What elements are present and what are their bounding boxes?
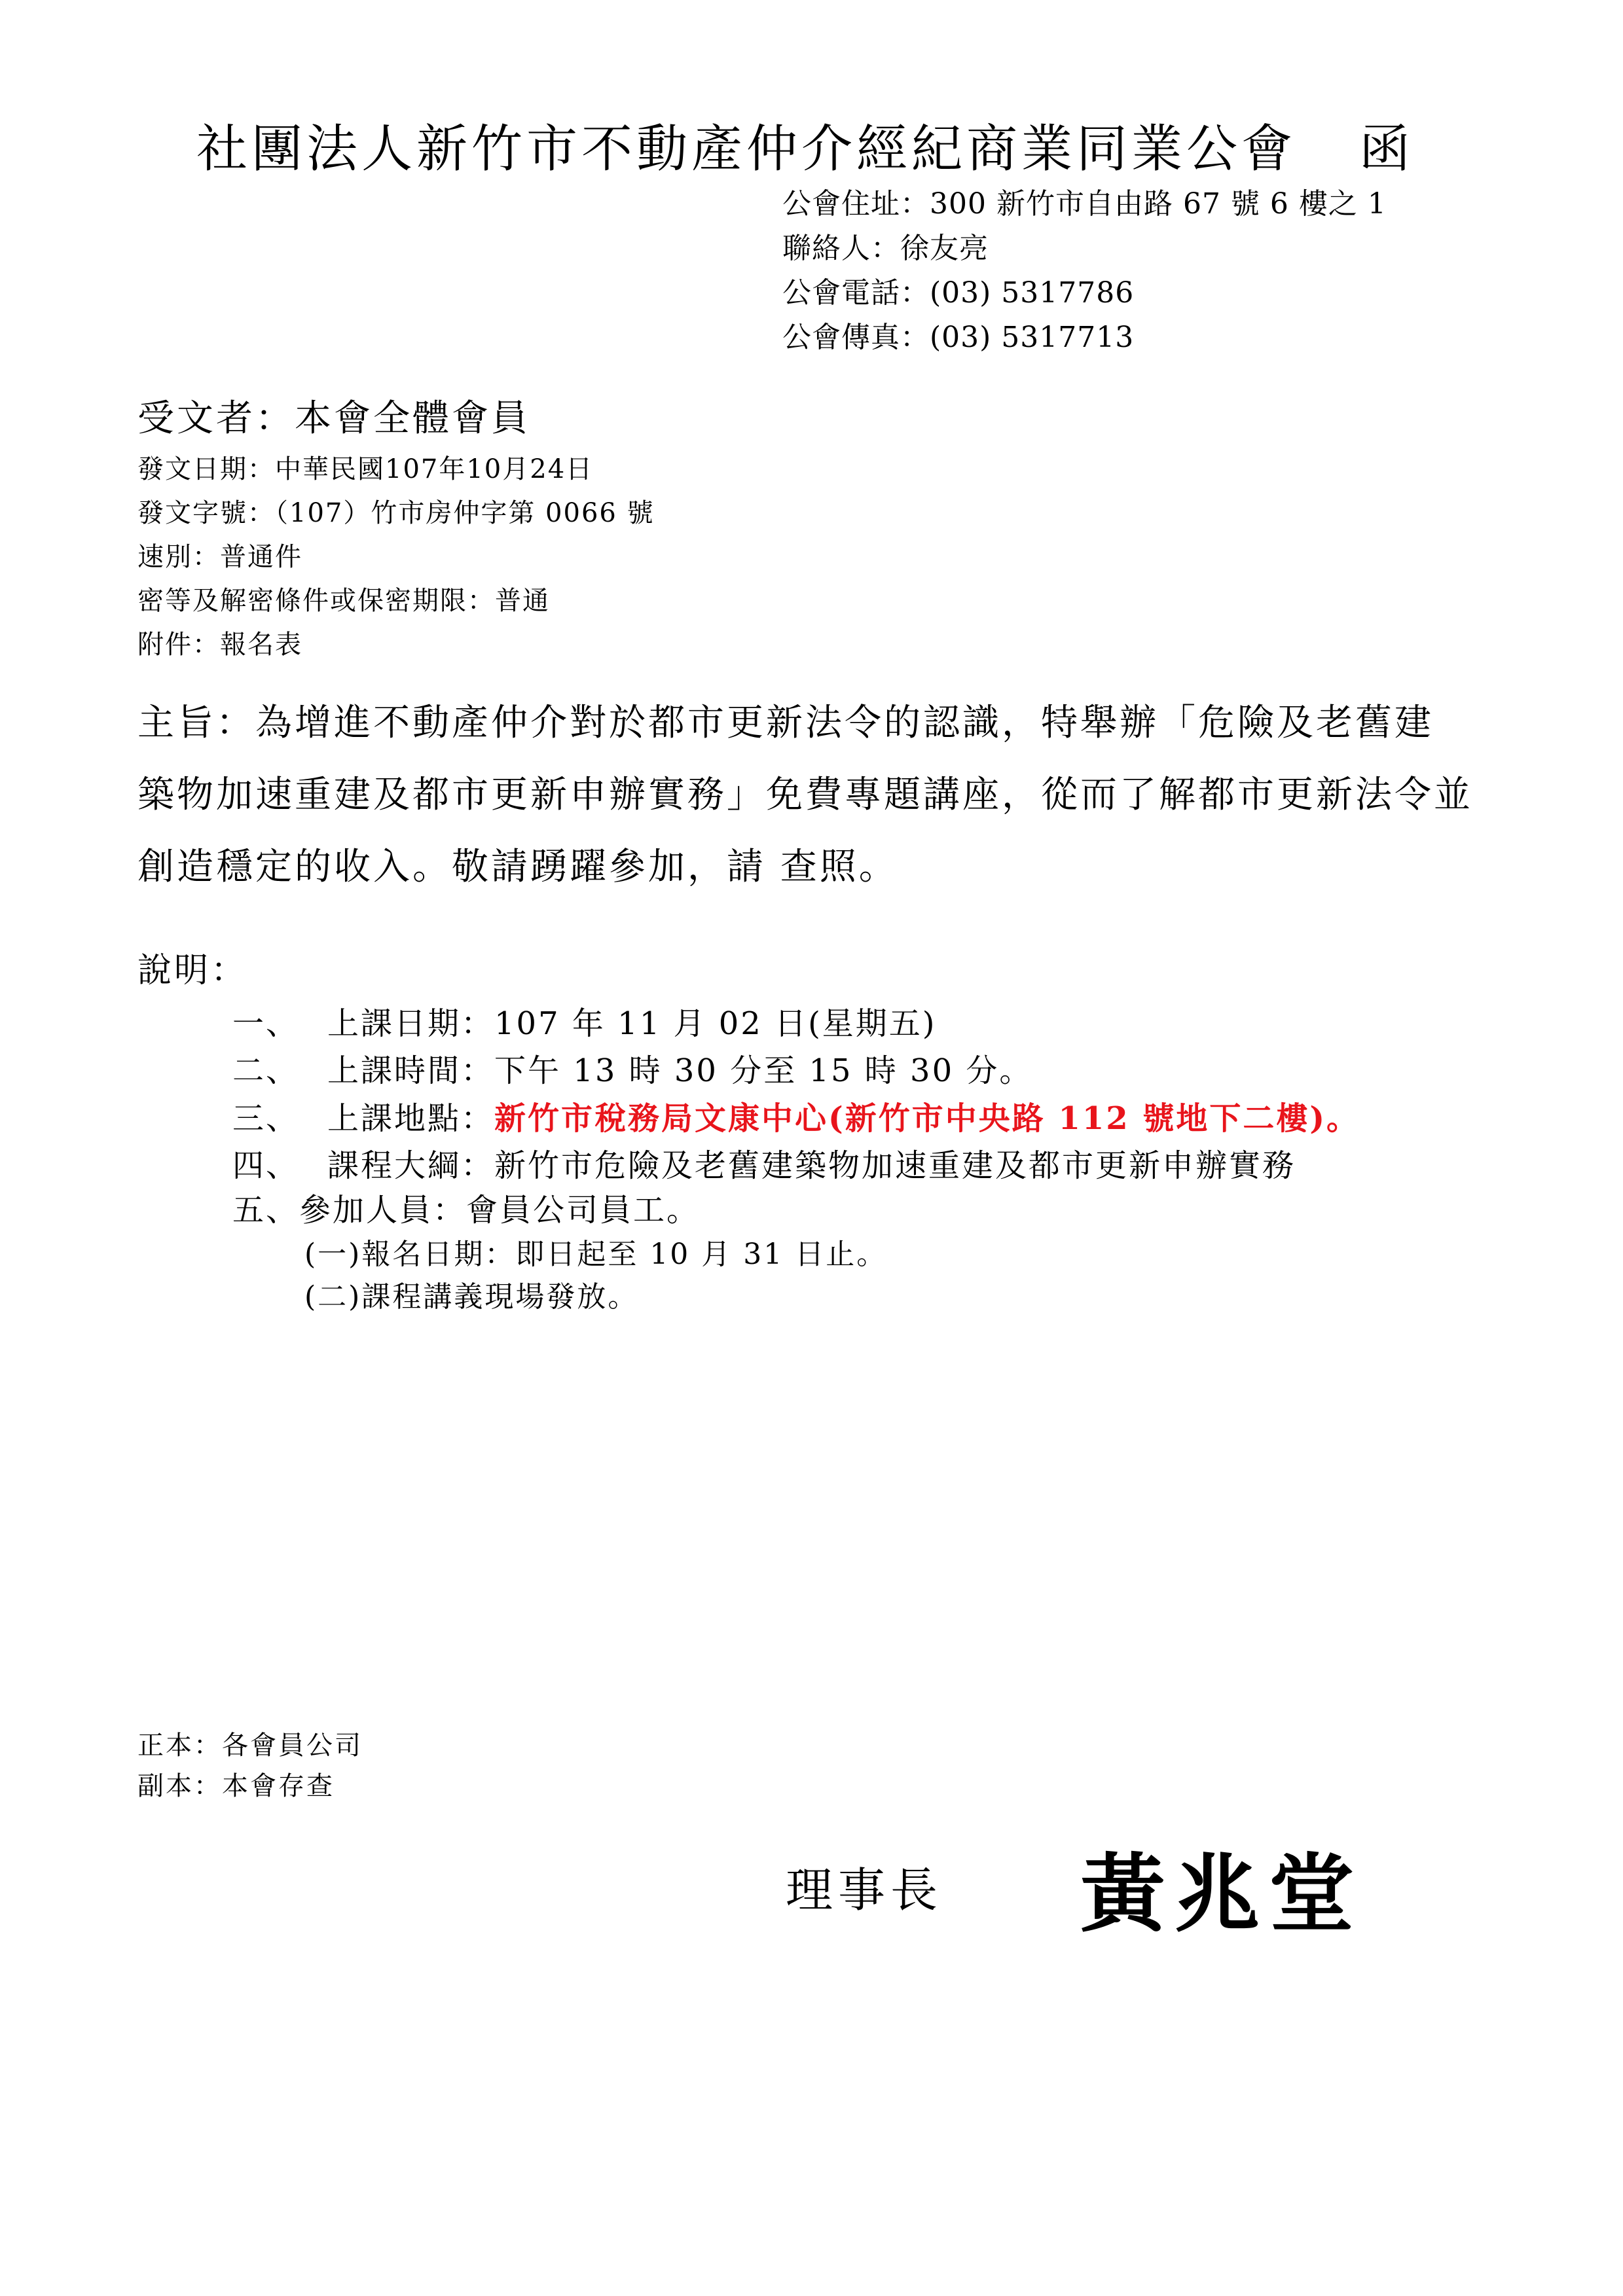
subject [137,687,1545,903]
subject-line: 主旨：為增進不動產仲介對於都市更新法令的認識，特舉辦「危險及老舊建 [137,702,1434,744]
org-name: 社團法人新竹市不動產仲介經紀商業同業公會 [196,120,1297,179]
doc-number: 發文字號：（107）竹市房仲字第 0066 號 [137,498,655,528]
explanation-item: 四、 課程大綱：新竹市危險及老舊建築物加速重建及都市更新申辦實務 [232,1147,1296,1184]
explanation-sub-item: (一)報名日期：即日起至 10 月 31 日止。 [304,1238,888,1271]
subject-line: 創造穩定的收入。敬請踴躍參加，請 查照。 [137,846,898,888]
confidentiality: 密等及解密條件或保密期限：普通 [137,586,550,616]
speed: 速別：普通件 [137,542,302,572]
explanation-item: 一、 上課日期：107 年 11 月 02 日(星期五) [232,1005,937,1042]
contact-fax: 公會傳真：(03) 5317713 [782,321,1135,354]
issue-date: 發文日期：中華民國107年10月24日 [137,454,594,484]
doc-type: 函 [1359,120,1415,179]
document-title [196,108,1414,181]
explanation-heading: 說明： [137,951,248,990]
copy-recipient: 副本：本會存查 [137,1771,335,1801]
subject-line: 築物加速重建及都市更新申辦實務」免費專題講座，從而了解都市更新法令並 [137,774,1473,816]
explanation-sub-item: (二)課程講義現場發放。 [304,1280,639,1314]
original-recipient: 正本：各會員公司 [137,1731,363,1761]
contact-address: 公會住址：300 新竹市自由路 67 號 6 樓之 1 [782,187,1387,221]
contact-phone: 公會電話：(03) 5317786 [782,276,1135,310]
venue-highlight: 新竹市稅務局文康中心(新竹市中央路 112 號地下二樓)。 [494,1100,1360,1137]
explanation-item: 五、參加人員：會員公司員工。 [232,1192,701,1229]
explanation-item: 二、 上課時間：下午 13 時 30 分至 15 時 30 分。 [232,1052,1033,1089]
explanation-item: 三、 上課地點：新竹市稅務局文康中心(新竹市中央路 112 號地下二樓)。 [232,1100,1360,1137]
attachment: 附件：報名表 [137,630,302,660]
signature-title: 理事長 [786,1863,943,1918]
contact-person: 聯絡人：徐友亮 [782,232,989,265]
signature-name: 黃兆堂 [1080,1844,1364,1944]
recipient: 受文者：本會全體會員 [137,397,530,440]
